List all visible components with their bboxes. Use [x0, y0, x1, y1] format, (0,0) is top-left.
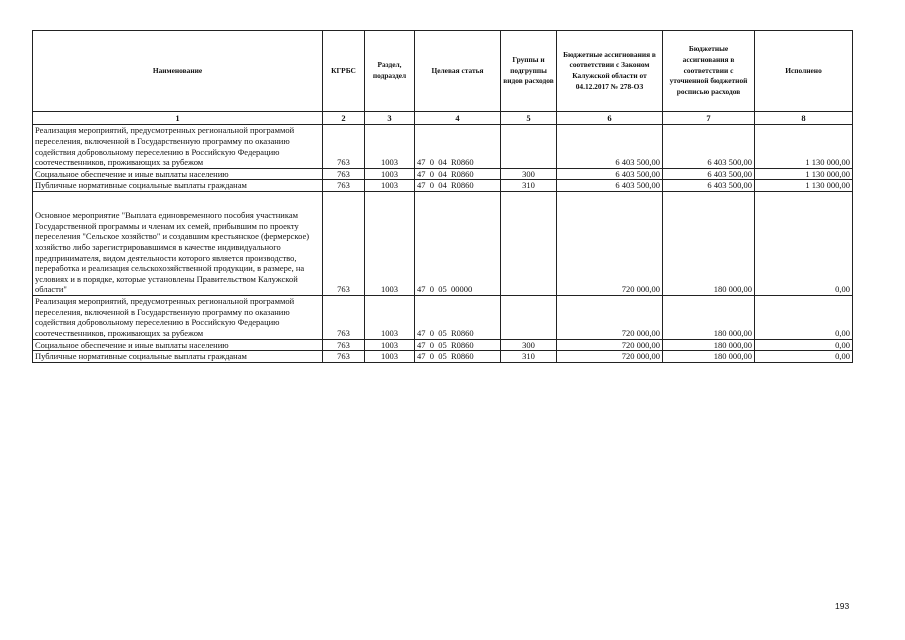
- col-number: 1: [33, 112, 323, 125]
- row-budget-law: 720 000,00: [557, 351, 663, 363]
- row-target: 47 0 05 00000: [415, 192, 501, 296]
- row-section: 1003: [365, 180, 415, 192]
- row-section: 1003: [365, 339, 415, 351]
- row-budget-refined: 6 403 500,00: [663, 168, 755, 180]
- row-section: 1003: [365, 168, 415, 180]
- row-kgrbs: 763: [323, 168, 365, 180]
- row-budget-refined: 180 000,00: [663, 296, 755, 340]
- row-name: Социальное обеспечение и иные выплаты населению: [33, 339, 323, 351]
- row-budget-refined: 180 000,00: [663, 339, 755, 351]
- row-group: 310: [501, 351, 557, 363]
- row-budget-refined: 180 000,00: [663, 192, 755, 296]
- col-number: 3: [365, 112, 415, 125]
- row-executed: 1 130 000,00: [755, 125, 853, 169]
- row-budget-law: 6 403 500,00: [557, 180, 663, 192]
- col-number: 4: [415, 112, 501, 125]
- row-executed: 1 130 000,00: [755, 180, 853, 192]
- row-executed: 0,00: [755, 296, 853, 340]
- row-name: Основное мероприятие "Выплата единовременного пособия участникам Государственной программы и членам их семей, прибывшим по проекту переселения "Сельское хозяйство" и создавшим крестьянское (фермерское) хозяйство либо зарегистрировавшимся в качестве индивидуального предпринимателя, видом деятельности которого является производство, переработка и реализация сельскохозяйственной продукции, в размере, на условиях и в порядке, которые установлены Правительством Калужской области": [33, 192, 323, 296]
- row-group: [501, 125, 557, 169]
- table-row: [33, 192, 853, 296]
- col-header-name: Наименование: [33, 31, 323, 112]
- row-executed: 0,00: [755, 192, 853, 296]
- row-kgrbs: 763: [323, 125, 365, 169]
- table-row: [33, 351, 853, 363]
- row-name: Социальное обеспечение и иные выплаты населению: [33, 168, 323, 180]
- row-name: Реализация мероприятий, предусмотренных региональной программой переселения, включенной в Государственную программу по оказанию содействия добровольному переселению в Российскую Федерацию соотечественников, проживающих за рубежом: [33, 296, 323, 340]
- col-number: 2: [323, 112, 365, 125]
- col-header-target: Целевая статья: [415, 31, 501, 112]
- row-budget-refined: 180 000,00: [663, 351, 755, 363]
- row-name: Публичные нормативные социальные выплаты гражданам: [33, 351, 323, 363]
- budget-table: [32, 30, 853, 363]
- row-kgrbs: 763: [323, 339, 365, 351]
- row-kgrbs: 763: [323, 180, 365, 192]
- col-number: 6: [557, 112, 663, 125]
- header-row: [33, 31, 853, 112]
- col-header-executed: Исполнено: [755, 31, 853, 112]
- row-section: 1003: [365, 125, 415, 169]
- row-executed: 0,00: [755, 339, 853, 351]
- col-number: 7: [663, 112, 755, 125]
- column-number-row: [33, 112, 853, 125]
- row-group: 310: [501, 180, 557, 192]
- col-header-budget-refined: Бюджетные ассигнования в соответствии с уточненной бюджетной росписью расходов: [663, 31, 755, 112]
- row-group: 300: [501, 339, 557, 351]
- row-budget-law: 720 000,00: [557, 339, 663, 351]
- row-budget-law: 720 000,00: [557, 192, 663, 296]
- row-kgrbs: 763: [323, 192, 365, 296]
- row-executed: 1 130 000,00: [755, 168, 853, 180]
- page-number: 193: [835, 601, 850, 611]
- row-group: [501, 296, 557, 340]
- row-name: Публичные нормативные социальные выплаты гражданам: [33, 180, 323, 192]
- row-budget-law: 720 000,00: [557, 296, 663, 340]
- row-kgrbs: 763: [323, 351, 365, 363]
- row-executed: 0,00: [755, 351, 853, 363]
- row-target: 47 0 05 R0860: [415, 351, 501, 363]
- table-row: [33, 180, 853, 192]
- row-kgrbs: 763: [323, 296, 365, 340]
- table-row: [33, 339, 853, 351]
- row-group: [501, 192, 557, 296]
- row-target: 47 0 04 R0860: [415, 168, 501, 180]
- row-target: 47 0 04 R0860: [415, 125, 501, 169]
- row-budget-refined: 6 403 500,00: [663, 125, 755, 169]
- row-target: 47 0 05 R0860: [415, 339, 501, 351]
- row-target: 47 0 04 R0860: [415, 180, 501, 192]
- row-budget-law: 6 403 500,00: [557, 168, 663, 180]
- row-section: 1003: [365, 192, 415, 296]
- table-row: [33, 296, 853, 340]
- col-header-section: Раздел, подраздел: [365, 31, 415, 112]
- col-header-group: Группы и подгруппы видов расходов: [501, 31, 557, 112]
- row-target: 47 0 05 R0860: [415, 296, 501, 340]
- col-header-budget-law: Бюджетные ассигнования в соответствии с Законом Калужской области от 04.12.2017 № 278-ОЗ: [557, 31, 663, 112]
- row-budget-law: 6 403 500,00: [557, 125, 663, 169]
- table-row: [33, 168, 853, 180]
- row-group: 300: [501, 168, 557, 180]
- col-header-kgrbs: КГРБС: [323, 31, 365, 112]
- row-section: 1003: [365, 351, 415, 363]
- row-budget-refined: 6 403 500,00: [663, 180, 755, 192]
- col-number: 5: [501, 112, 557, 125]
- row-section: 1003: [365, 296, 415, 340]
- col-number: 8: [755, 112, 853, 125]
- row-name: Реализация мероприятий, предусмотренных региональной программой переселения, включенной в Государственную программу по оказанию содействия добровольному переселению в Российскую Федерацию соотечественников, проживающих за рубежом: [33, 125, 323, 169]
- table-row: [33, 125, 853, 169]
